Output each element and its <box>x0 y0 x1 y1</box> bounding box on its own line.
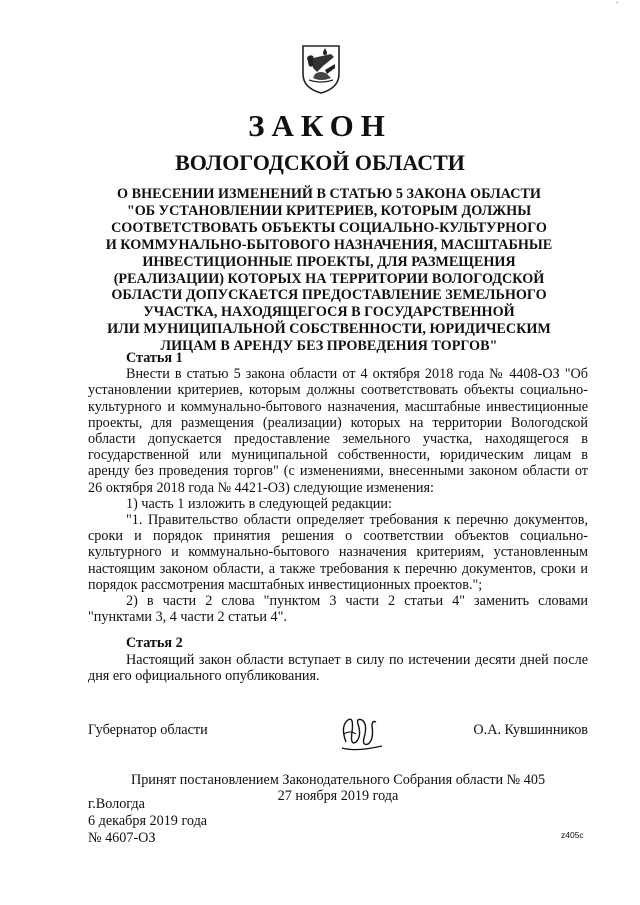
article-1-item-1-quote: "1. Правительство области определяет требования к перечню документов, сроки и порядок принятия решения о соответствии объектов социально-культурного и коммунально-бытового назначения критериям, установленным настоящим законом области, а также требования к перечню документов, сроки и порядок рассмотрения масштабных инвестиционных проектов."; <box>88 512 588 593</box>
document-body <box>88 350 588 684</box>
document-footer <box>88 796 207 847</box>
document-title: ЗАКОН <box>248 108 392 143</box>
subject-line: ИЛИ МУНИЦИПАЛЬНОЙ СОБСТВЕННОСТИ, ЮРИДИЧЕСКИМ <box>107 321 551 338</box>
footer-city: г.Вологда <box>88 796 145 812</box>
article-1-item-2: 2) в части 2 слова "пунктом 3 части 2 статьи 4" заменить словами "пунктами 3, 4 части 2 статьи 4". <box>88 593 588 626</box>
subject-line: ЛИЦАМ В АРЕНДУ БЕЗ ПРОВЕДЕНИЯ ТОРГОВ" <box>160 338 498 355</box>
footer-date: 6 декабря 2019 года <box>88 813 208 829</box>
signer-name: О.А. Кувшинников <box>473 722 588 738</box>
document-code: z405c <box>561 830 584 840</box>
signer-position: Губернатор области <box>88 722 208 738</box>
subject-line: О ВНЕСЕНИИ ИЗМЕНЕНИЙ В СТАТЬЮ 5 ЗАКОНА ОБЛАСТИ <box>117 186 541 202</box>
subject-line: ИНВЕСТИЦИОННЫЕ ПРОЕКТЫ, ДЛЯ РАЗМЕЩЕНИЯ <box>142 253 516 270</box>
subject-line: (РЕАЛИЗАЦИИ) КОТОРЫХ НА ТЕРРИТОРИИ ВОЛОГОДСКОЙ <box>113 270 545 287</box>
footer-number: № 4607-ОЗ <box>88 830 156 846</box>
coat-of-arms-icon <box>301 44 341 94</box>
adoption-date: 27 ноября 2019 года <box>277 788 399 804</box>
subject-line: СООТВЕТСТВОВАТЬ ОБЪЕКТЫ СОЦИАЛЬНО-КУЛЬТУРНОГО <box>111 219 547 236</box>
region-title: ВОЛОГОДСКОЙ ОБЛАСТИ <box>175 150 465 175</box>
article-2-text: Настоящий закон области вступает в силу по истечении десяти дней после дня его официального опубликования. <box>88 651 588 684</box>
subject-line: УЧАСТКА, НАХОДЯЩЕГОСЯ В ГОСУДАРСТВЕННОЙ <box>143 304 515 321</box>
corner-mark: - <box>616 0 619 7</box>
adoption-line-1: Принят постановлением Законодательного Собрания области № 405 <box>130 772 546 788</box>
article-1-intro: Внести в статью 5 закона области от 4 октября 2018 года № 4408-ОЗ "Об установлении критериев, которым должны соответствовать объекты социально-культурного и коммунально-бытового назначения, масштабные инвестиционные проекты, для размещения (реализации) которых на территории Вологодской области допускается предоставление земельного участка, находящегося в государственной или муниципальной собственности, юридическим лицам в аренду без проведения торгов" (с изменениями, внесенными законом области от 26 октября 2018 года № 4421-ОЗ) следующие изменения: <box>88 366 588 496</box>
subject-line: "ОБ УСТАНОВЛЕНИИ КРИТЕРИЕВ, КОТОРЫМ ДОЛЖНЫ <box>126 202 532 219</box>
subject-line: И КОММУНАЛЬНО-БЫТОВОГО НАЗНАЧЕНИЯ, МАСШТАБНЫЕ <box>105 236 553 253</box>
article-2-heading: Статья 2 <box>126 635 183 652</box>
signature-block <box>88 712 588 768</box>
article-1-heading: Статья 1 <box>126 350 183 366</box>
law-subject <box>88 186 570 355</box>
article-1-item-1: 1) часть 1 изложить в следующей редакции: <box>126 495 392 512</box>
subject-line: ОБЛАСТИ ДОПУСКАЕТСЯ ПРЕДОСТАВЛЕНИЕ ЗЕМЕЛЬНОГО <box>111 287 547 304</box>
handwritten-signature-icon <box>336 712 386 756</box>
